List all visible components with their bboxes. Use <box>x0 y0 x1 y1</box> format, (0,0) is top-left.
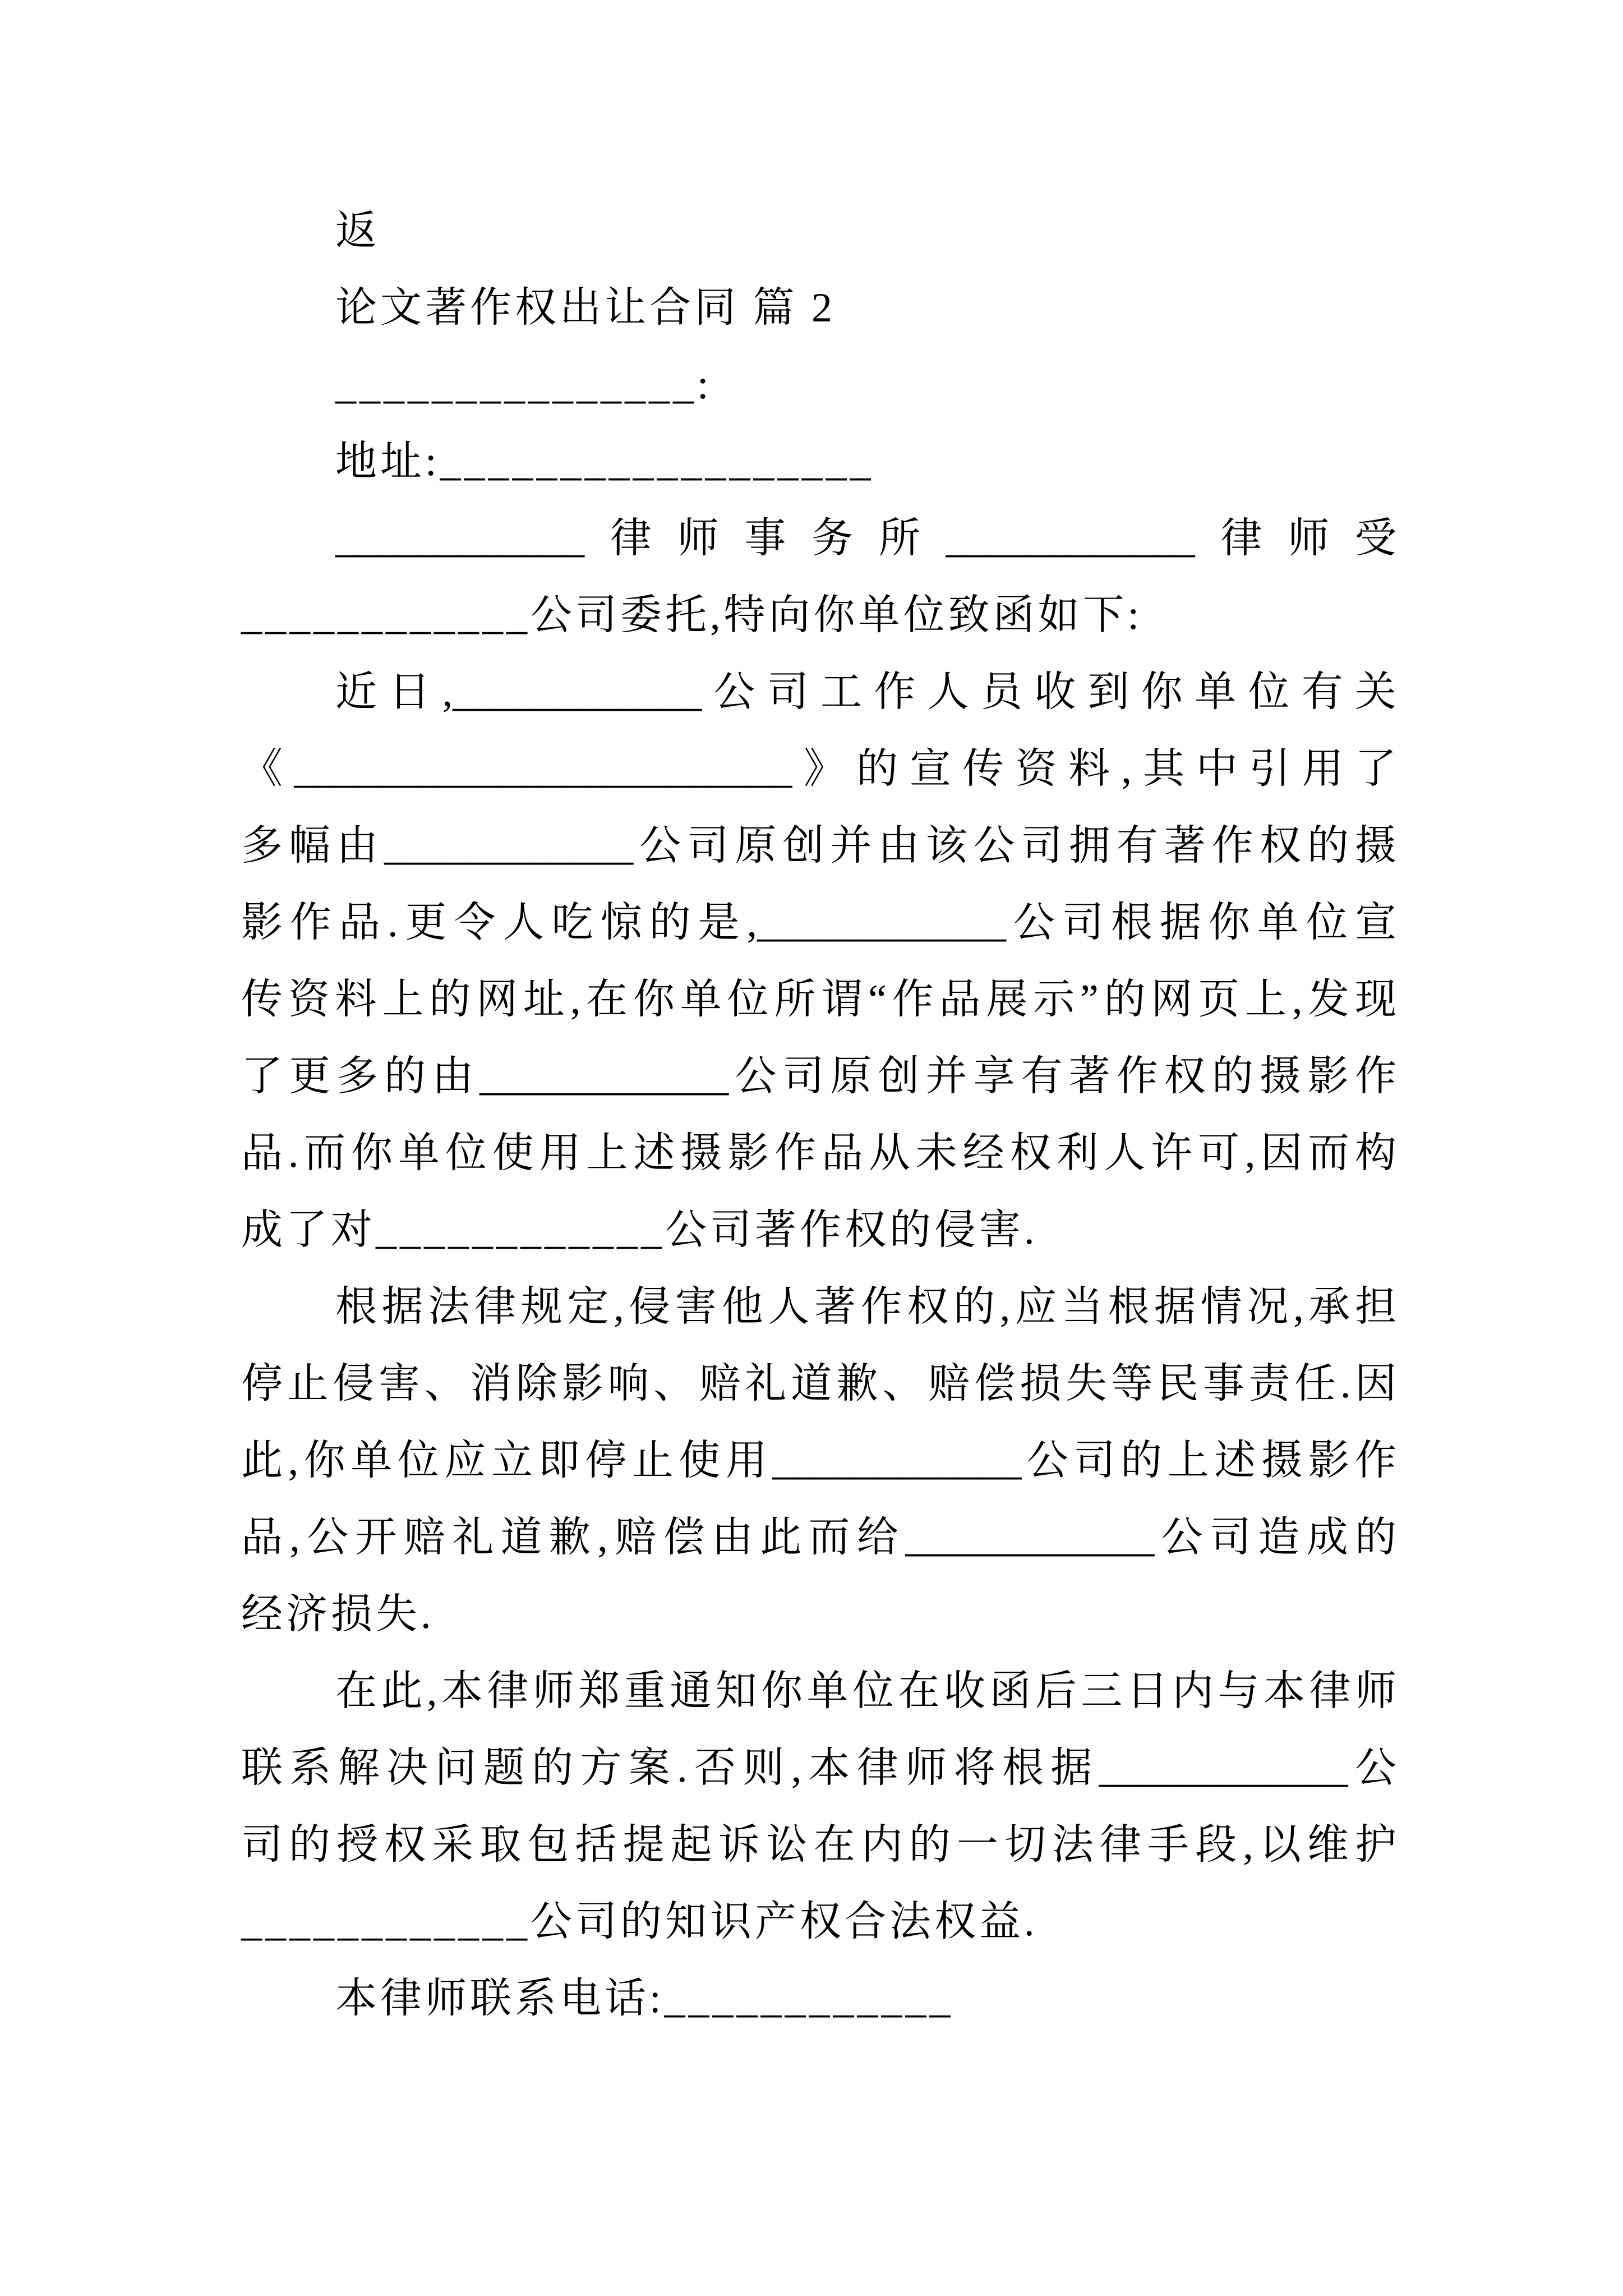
paragraph-line: 司的授权采取包括提起诉讼在内的一切法律手段,以维护 <box>241 1822 1396 1868</box>
paragraph-line: 《________________________》的宣传资料,其中引用了 <box>241 746 1396 792</box>
paragraph-line: 联系解决问题的方案.否则,本律师将根据____________公 <box>241 1745 1396 1791</box>
paragraph-line: 根据法律规定,侵害他人著作权的,应当根据情况,承担 <box>335 1284 1396 1330</box>
paragraph-line: ____________公司的知识产权合法权益. <box>241 1899 1038 1945</box>
paragraph-line: ____________公司委托,特向你单位致函如下: <box>241 592 1143 638</box>
section-title: 论文著作权出让合同 篇 2 <box>335 285 836 331</box>
paragraph-line: 此,你单位应立即停止使用____________公司的上述摄影作 <box>241 1438 1396 1484</box>
addressee-blank-line: _______________: <box>335 362 712 408</box>
paragraph-line: 成了对____________公司著作权的侵害. <box>241 1207 1038 1253</box>
text-line-return: 返 <box>335 208 380 254</box>
address-line: 地址:__________________ <box>335 439 874 485</box>
paragraph-line: 影作品.更令人吃惊的是,____________公司根据你单位宣 <box>241 900 1396 946</box>
paragraph-line: ____________律师事务所____________律师受 <box>335 516 1396 562</box>
paragraph-line: 近日,____________公司工作人员收到你单位有关 <box>335 669 1396 715</box>
paragraph-line: 停止侵害、消除影响、赔礼道歉、赔偿损失等民事责任.因 <box>241 1361 1396 1407</box>
paragraph-line: 多幅由____________公司原创并由该公司拥有著作权的摄 <box>241 823 1396 869</box>
paragraph-line: 品.而你单位使用上述摄影作品从未经权利人许可,因而构 <box>241 1130 1396 1176</box>
paragraph-line: 品,公开赔礼道歉,赔偿由此而给____________公司造成的 <box>241 1515 1396 1561</box>
lawyer-phone-line: 本律师联系电话:____________ <box>335 1976 954 2022</box>
paragraph-line: 了更多的由____________公司原创并享有著作权的摄影作 <box>241 1053 1396 1099</box>
paragraph-line: 传资料上的网址,在你单位所谓“作品展示”的网页上,发现 <box>241 977 1396 1023</box>
paragraph-line: 经济损失. <box>241 1591 435 1637</box>
paragraph-line: 在此,本律师郑重通知你单位在收函后三日内与本律师 <box>335 1668 1396 1714</box>
